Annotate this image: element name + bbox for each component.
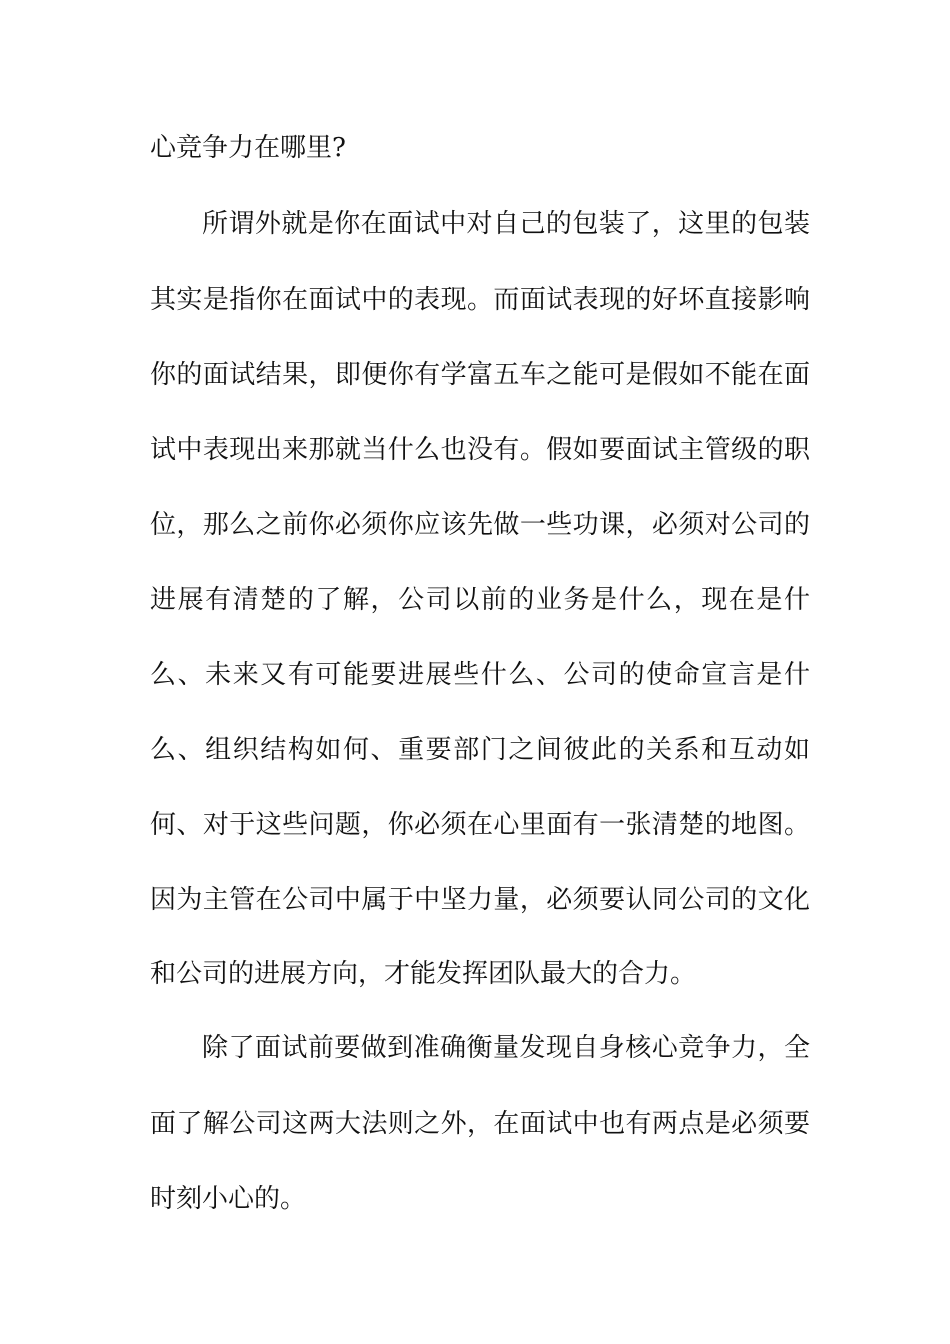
text-line: 么、组织结构如何、重要部门之间彼此的关系和互动如 — [150, 735, 810, 765]
text-line: 心竞争力在哪里? — [150, 133, 346, 163]
text-line: 你的面试结果，即便你有学富五车之能可是假如不能在面 — [150, 360, 810, 390]
text-line: 位，那么之前你必须你应该先做一些功课，必须对公司的 — [150, 510, 810, 540]
paragraph-end-line: 和公司的进展方向，才能发挥团队最大的合力。 — [150, 959, 697, 989]
text-line: 其实是指你在面试中的表现。而面试表现的好坏直接影响 — [150, 285, 810, 315]
text-line: 么、未来又有可能要进展些什么、公司的使命宣言是什 — [150, 660, 810, 690]
paragraph-start-line: 除了面试前要做到准确衡量发现自身核心竞争力，全 — [202, 1033, 810, 1063]
text-line: 因为主管在公司中属于中坚力量，必须要认同公司的文化 — [150, 885, 810, 915]
paragraph-start-line: 所谓外就是你在面试中对自己的包装了，这里的包装 — [202, 209, 810, 239]
text-line: 进展有清楚的了解，公司以前的业务是什么，现在是什 — [150, 585, 810, 615]
text-line: 何、对于这些问题，你必须在心里面有一张清楚的地图。 — [150, 810, 810, 840]
text-line: 面了解公司这两大法则之外，在面试中也有两点是必须要 — [150, 1109, 810, 1139]
text-line: 试中表现出来那就当什么也没有。假如要面试主管级的职 — [150, 435, 810, 465]
paragraph-end-line: 时刻小心的。 — [150, 1184, 307, 1214]
